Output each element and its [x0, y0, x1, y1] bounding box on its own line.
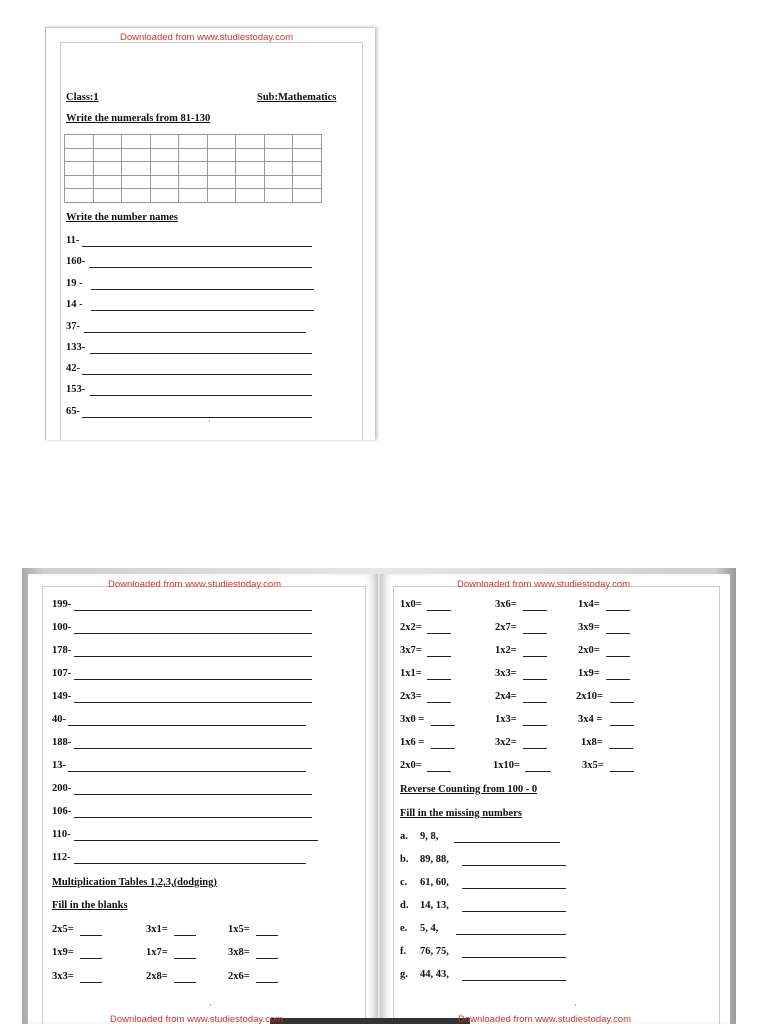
download-banner[interactable]: Downloaded from www.studiestoday.com	[120, 32, 294, 43]
answer-blank[interactable]	[256, 958, 278, 959]
answer-blank[interactable]	[256, 935, 278, 936]
sequence-start: 5, 4,	[420, 923, 439, 934]
bottom-scroll-bar	[270, 1018, 470, 1024]
fact-question: 2x7=	[495, 622, 517, 633]
answer-blank[interactable]	[606, 656, 630, 657]
number-item: 14 -	[66, 299, 83, 310]
answer-line[interactable]	[74, 840, 318, 841]
grid-cell[interactable]	[93, 162, 122, 176]
number-item: 160-	[66, 256, 86, 267]
answer-line[interactable]	[74, 702, 312, 703]
grid-cell[interactable]	[236, 189, 265, 203]
fact-question: 3x2=	[495, 737, 517, 748]
sequence-start: 76, 75,	[420, 946, 449, 957]
workbook-right-page	[380, 574, 730, 1024]
grid-cell[interactable]	[93, 135, 122, 149]
number-item: 112-	[52, 852, 71, 863]
sequence-label: a.	[400, 831, 408, 842]
answer-blank[interactable]	[523, 748, 547, 749]
answer-blank[interactable]	[523, 725, 547, 726]
grid-cell[interactable]	[293, 148, 322, 162]
blank-question: 2x8=	[146, 971, 168, 982]
number-item: 107-	[52, 668, 72, 679]
grid-cell[interactable]	[65, 162, 94, 176]
fact-question: 1x3=	[495, 714, 517, 725]
fact-question: 1x8=	[581, 737, 603, 748]
grid-cell[interactable]	[179, 189, 208, 203]
grid-row	[65, 162, 322, 176]
sequence-blanks[interactable]	[462, 911, 566, 912]
bottom-download-banner[interactable]: Downloaded from www.studiestoday.com	[458, 1014, 632, 1024]
answer-blank[interactable]	[256, 982, 278, 983]
download-banner[interactable]: Downloaded from www.studiestoday.com	[457, 579, 631, 590]
missing-numbers-heading: Fill in the missing numbers	[400, 808, 522, 819]
grid-cell[interactable]	[207, 135, 236, 149]
fact-question: 2x2=	[400, 622, 422, 633]
grid-cell[interactable]	[293, 189, 322, 203]
answer-blank[interactable]	[80, 982, 102, 983]
answer-blank[interactable]	[174, 982, 196, 983]
class-label: Class:1	[66, 92, 99, 103]
blank-question: 3x1=	[146, 924, 168, 935]
grid-cell[interactable]	[65, 175, 94, 189]
page-marker: ·	[209, 1001, 212, 1010]
number-item: 100-	[52, 622, 72, 633]
number-item: 199-	[52, 599, 72, 610]
fact-question: 3x6=	[495, 599, 517, 610]
blank-question: 1x7=	[146, 947, 168, 958]
answer-line[interactable]	[74, 863, 306, 864]
grid-cell[interactable]	[293, 135, 322, 149]
grid-cell[interactable]	[150, 148, 179, 162]
grid-cell[interactable]	[264, 148, 293, 162]
grid-cell[interactable]	[122, 162, 151, 176]
number-item: 11-	[66, 235, 80, 246]
answer-line[interactable]	[90, 395, 312, 396]
fact-question: 3x0 =	[400, 714, 425, 725]
answer-blank[interactable]	[523, 702, 547, 703]
answer-blank[interactable]	[523, 633, 547, 634]
answer-line[interactable]	[84, 332, 306, 333]
number-names-heading: Write the number names	[66, 212, 178, 223]
fill-blanks-heading: Fill in the blanks	[52, 900, 128, 911]
download-banner[interactable]: Downloaded from www.studiestoday.com	[108, 579, 282, 590]
sequence-start: 44, 43,	[420, 969, 449, 980]
grid-cell[interactable]	[236, 162, 265, 176]
answer-blank[interactable]	[427, 679, 451, 680]
grid-cell[interactable]	[207, 162, 236, 176]
number-item: 106-	[52, 806, 72, 817]
fact-question: 3x7=	[400, 645, 422, 656]
answer-line[interactable]	[91, 310, 314, 311]
page-marker: ·	[208, 417, 211, 426]
fact-question: 1x1=	[400, 668, 422, 679]
answer-line[interactable]	[74, 679, 312, 680]
answer-blank[interactable]	[610, 725, 634, 726]
fact-question: 3x4 =	[578, 714, 603, 725]
grid-row	[65, 189, 322, 203]
sequence-blanks[interactable]	[454, 842, 560, 843]
answer-blank[interactable]	[80, 958, 102, 959]
fact-question: 2x0=	[400, 760, 422, 771]
sequence-label: e.	[400, 923, 408, 934]
numerals-heading: Write the numerals from 81-130	[66, 113, 211, 124]
grid-cell[interactable]	[93, 189, 122, 203]
number-item: 110-	[52, 829, 71, 840]
grid-cell[interactable]	[236, 175, 265, 189]
grid-row	[65, 175, 322, 189]
fact-question: 1x0=	[400, 599, 422, 610]
answer-blank[interactable]	[606, 679, 630, 680]
answer-line[interactable]	[74, 748, 312, 749]
blank-question: 1x9=	[52, 947, 74, 958]
answer-line[interactable]	[74, 633, 312, 634]
open-workbook	[22, 568, 736, 1024]
number-item: 149-	[52, 691, 72, 702]
sequence-label: f.	[400, 946, 407, 957]
fact-question: 2x4=	[495, 691, 517, 702]
answer-line[interactable]	[90, 353, 312, 354]
answer-blank[interactable]	[174, 935, 196, 936]
grid-cell[interactable]	[65, 148, 94, 162]
sequence-label: g.	[400, 969, 408, 980]
grid-cell[interactable]	[264, 175, 293, 189]
number-item: 13-	[52, 760, 66, 771]
blank-question: 3x8=	[228, 947, 250, 958]
sequence-start: 14, 13,	[420, 900, 449, 911]
worksheet-page-1	[45, 27, 375, 440]
number-item: 153-	[66, 384, 86, 395]
grid-cell[interactable]	[179, 175, 208, 189]
sequence-blanks[interactable]	[456, 934, 566, 935]
sequence-blanks[interactable]	[462, 865, 566, 866]
number-item: 40-	[52, 714, 66, 725]
workbook-left-page	[28, 574, 378, 1024]
answer-line[interactable]	[68, 771, 306, 772]
number-item: 133-	[66, 342, 86, 353]
grid-cell[interactable]	[93, 148, 122, 162]
bottom-download-banner[interactable]: Downloaded from www.studiestoday.com	[110, 1014, 284, 1024]
answer-blank[interactable]	[174, 958, 196, 959]
number-item: 19 -	[66, 278, 83, 289]
answer-blank[interactable]	[427, 656, 451, 657]
sequence-label: b.	[400, 854, 409, 865]
answer-blank[interactable]	[427, 610, 451, 611]
sequence-label: c.	[400, 877, 408, 888]
grid-row	[65, 148, 322, 162]
blank-question: 3x3=	[52, 971, 74, 982]
grid-cell[interactable]	[207, 189, 236, 203]
answer-line[interactable]	[89, 267, 312, 268]
answer-blank[interactable]	[609, 748, 633, 749]
fact-question: 1x10=	[493, 760, 520, 771]
grid-cell[interactable]	[293, 175, 322, 189]
number-item: 37-	[66, 321, 80, 332]
answer-line[interactable]	[74, 656, 312, 657]
grid-cell[interactable]	[264, 189, 293, 203]
number-item: 200-	[52, 783, 72, 794]
number-item: 42-	[66, 363, 80, 374]
grid-cell[interactable]	[93, 175, 122, 189]
page-border	[393, 586, 720, 1024]
answer-blank[interactable]	[525, 771, 551, 772]
page-marker: ·	[574, 1001, 577, 1010]
grid-cell[interactable]	[207, 175, 236, 189]
fact-question: 2x10=	[576, 691, 603, 702]
reverse-counting-heading: Reverse Counting from 100 - 0	[400, 784, 538, 795]
answer-blank[interactable]	[606, 633, 630, 634]
grid-cell[interactable]	[122, 135, 151, 149]
answer-blank[interactable]	[523, 656, 547, 657]
sequence-blanks[interactable]	[462, 980, 566, 981]
fact-question: 3x9=	[578, 622, 600, 633]
fact-question: 1x2=	[495, 645, 517, 656]
grid-cell[interactable]	[179, 135, 208, 149]
grid-cell[interactable]	[150, 135, 179, 149]
grid-cell[interactable]	[122, 148, 151, 162]
sequence-label: d.	[400, 900, 409, 911]
grid-cell[interactable]	[150, 175, 179, 189]
answer-line[interactable]	[74, 817, 312, 818]
fact-question: 2x3=	[400, 691, 422, 702]
answer-blank[interactable]	[610, 702, 634, 703]
grid-cell[interactable]	[122, 189, 151, 203]
grid-cell[interactable]	[293, 162, 322, 176]
answer-blank[interactable]	[427, 702, 451, 703]
blank-question: 2x5=	[52, 924, 74, 935]
grid-row	[65, 135, 322, 149]
answer-line[interactable]	[68, 725, 306, 726]
number-item: 178-	[52, 645, 72, 656]
answer-blank[interactable]	[523, 679, 547, 680]
multiplication-heading: Multiplication Tables 1,2,3,(dodging)	[52, 877, 217, 888]
number-item: 188-	[52, 737, 72, 748]
grid-cell[interactable]	[264, 135, 293, 149]
grid-cell[interactable]	[150, 162, 179, 176]
answer-line[interactable]	[82, 246, 312, 247]
grid-cell[interactable]	[122, 175, 151, 189]
sequence-start: 61, 60,	[420, 877, 449, 888]
fact-question: 1x6 =	[400, 737, 425, 748]
sequence-blanks[interactable]	[462, 888, 566, 889]
answer-line[interactable]	[82, 417, 312, 418]
sequence-start: 9, 8,	[420, 831, 439, 842]
fact-question: 3x5=	[582, 760, 604, 771]
grid-cell[interactable]	[179, 162, 208, 176]
grid-cell[interactable]	[150, 189, 179, 203]
numerals-grid[interactable]	[64, 134, 322, 203]
answer-blank[interactable]	[431, 748, 455, 749]
fact-question: 1x9=	[578, 668, 600, 679]
grid-cell[interactable]	[179, 148, 208, 162]
grid-cell[interactable]	[207, 148, 236, 162]
grid-cell[interactable]	[65, 189, 94, 203]
answer-line[interactable]	[82, 374, 312, 375]
answer-blank[interactable]	[606, 610, 630, 611]
grid-cell[interactable]	[236, 148, 265, 162]
answer-blank[interactable]	[523, 610, 547, 611]
blank-question: 2x6=	[228, 971, 250, 982]
subject-label: Sub:Mathematics	[257, 92, 337, 103]
grid-cell[interactable]	[65, 135, 94, 149]
answer-blank[interactable]	[80, 935, 102, 936]
number-item: 65-	[66, 406, 80, 417]
fact-question: 2x0=	[578, 645, 600, 656]
answer-line[interactable]	[91, 289, 314, 290]
blank-question: 1x5=	[228, 924, 250, 935]
answer-line[interactable]	[74, 794, 312, 795]
answer-blank[interactable]	[610, 771, 634, 772]
answer-blank[interactable]	[427, 771, 451, 772]
grid-cell[interactable]	[236, 135, 265, 149]
sequence-start: 89, 88,	[420, 854, 449, 865]
grid-cell[interactable]	[264, 162, 293, 176]
fact-question: 3x3=	[495, 668, 517, 679]
answer-blank[interactable]	[431, 725, 455, 726]
sequence-blanks[interactable]	[462, 957, 566, 958]
answer-line[interactable]	[74, 610, 312, 611]
fact-question: 1x4=	[578, 599, 600, 610]
answer-blank[interactable]	[427, 633, 451, 634]
